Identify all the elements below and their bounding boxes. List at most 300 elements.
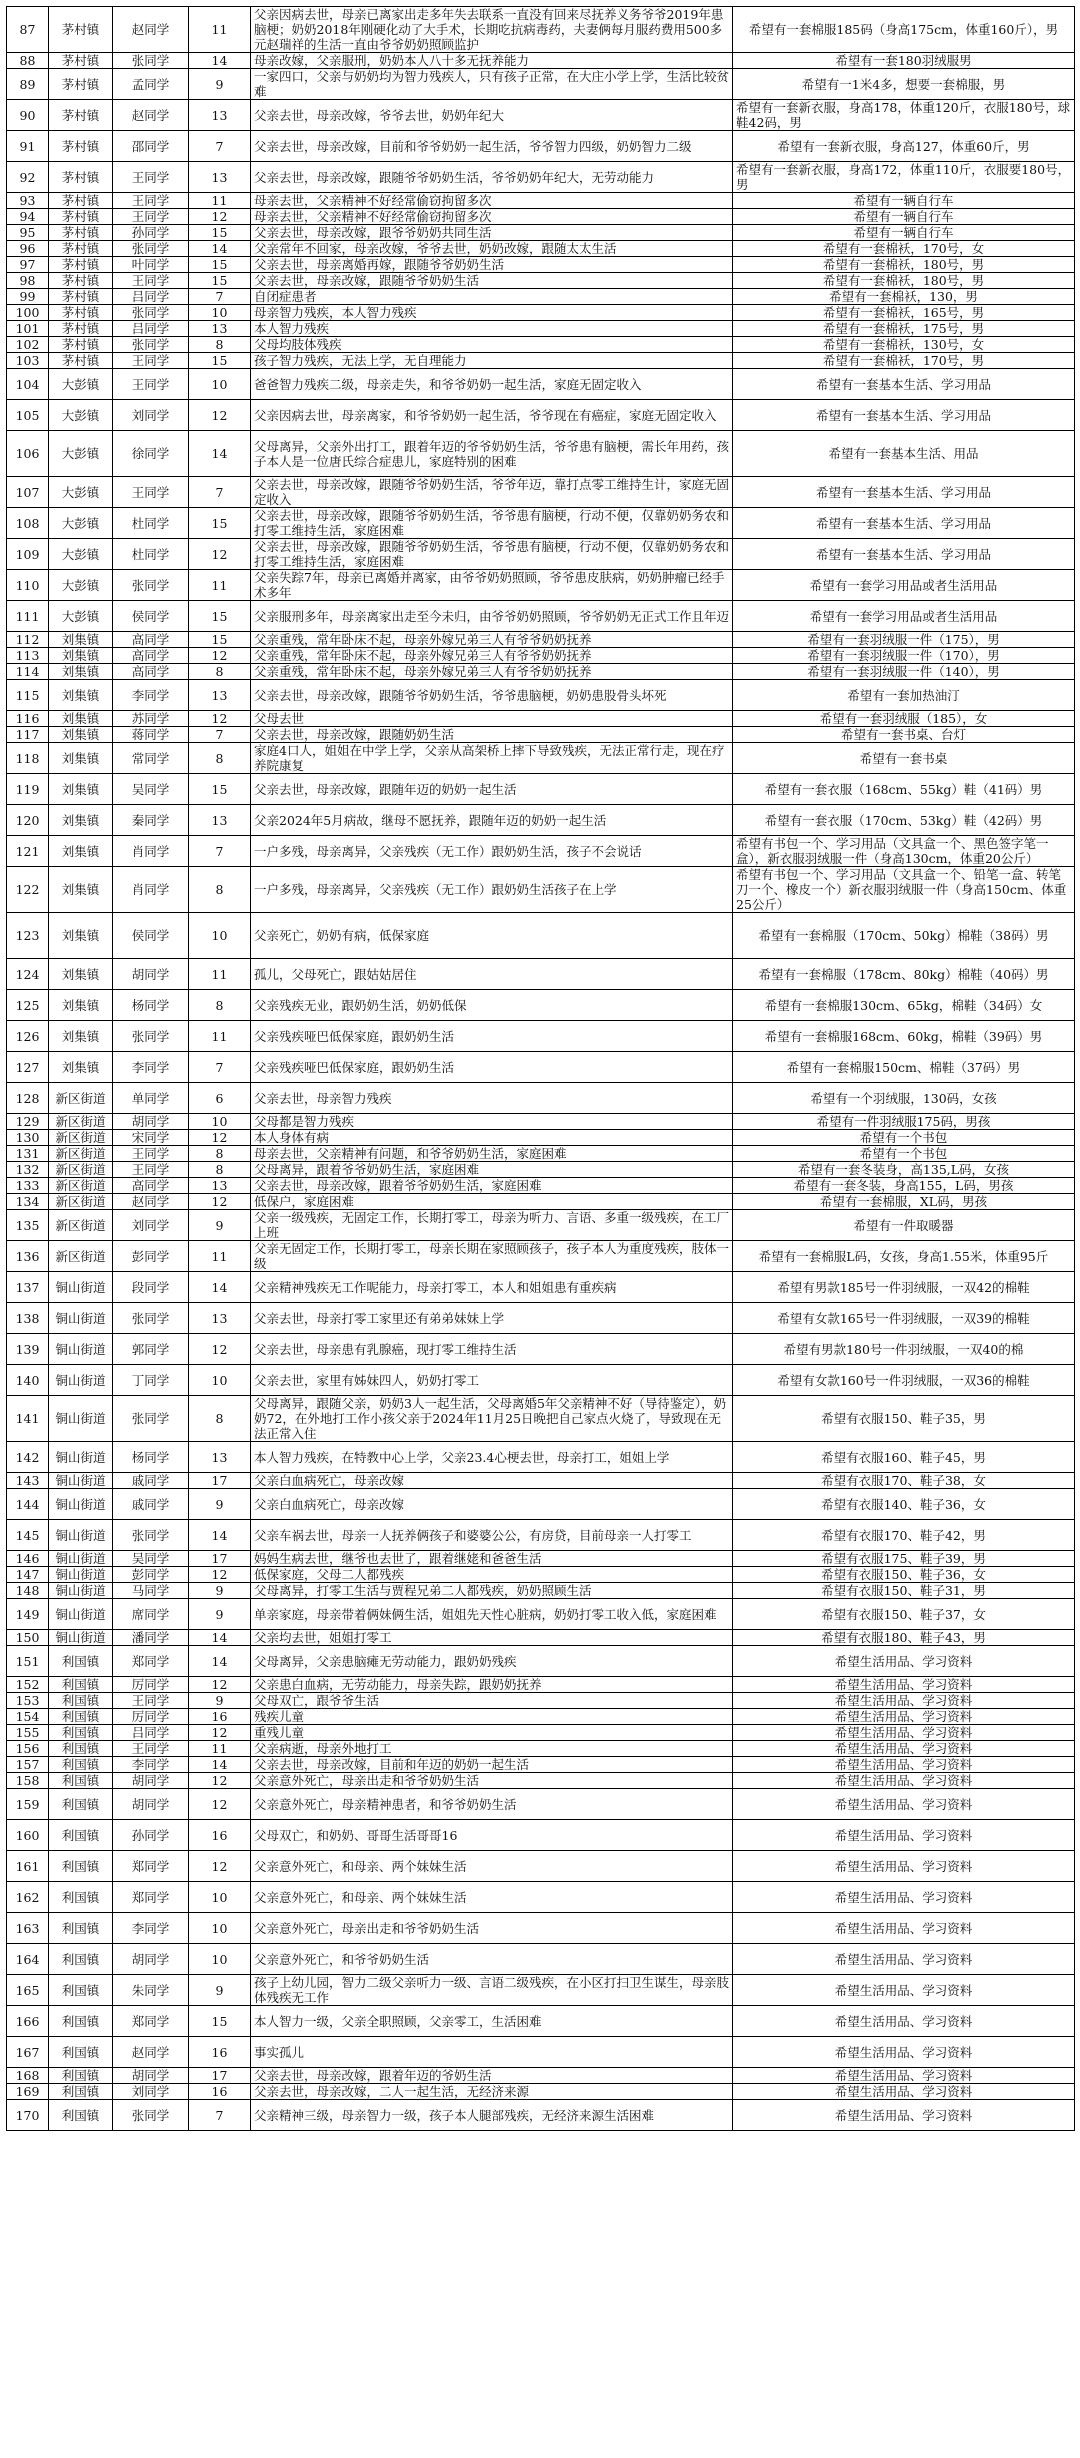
town-cell: 刘集镇	[49, 836, 113, 867]
age-cell: 13	[189, 1442, 251, 1473]
table-row	[7, 1913, 1075, 1944]
age-cell: 7	[189, 477, 251, 508]
table-body	[7, 7, 1075, 2131]
family-situation-cell: 低保家庭，父母二人都残疾	[251, 1567, 733, 1583]
row-number-cell: 152	[7, 1677, 49, 1693]
town-cell: 铜山街道	[49, 1442, 113, 1473]
wish-cell: 希望有一1米4多，想要一套棉服，男	[733, 69, 1075, 100]
family-situation-cell: 父亲去世，母亲改嫁，跟随年迈的奶奶一起生活	[251, 774, 733, 805]
table-row	[7, 867, 1075, 913]
family-situation-cell: 父亲2024年5月病故，继母不愿抚养，跟随年迈的奶奶一起生活	[251, 805, 733, 836]
row-number-cell: 107	[7, 477, 49, 508]
table-row	[7, 2100, 1075, 2131]
town-cell: 刘集镇	[49, 1021, 113, 1052]
age-cell: 14	[189, 241, 251, 257]
family-situation-cell: 父亲意外死亡，和爷爷奶奶生活	[251, 1944, 733, 1975]
wish-cell: 希望有一套棉袄，180号，男	[733, 273, 1075, 289]
town-cell: 刘集镇	[49, 990, 113, 1021]
table-row	[7, 431, 1075, 477]
row-number-cell: 128	[7, 1083, 49, 1114]
student-name-cell: 吕同学	[113, 289, 189, 305]
table-row	[7, 1489, 1075, 1520]
row-number-cell: 165	[7, 1975, 49, 2006]
table-row	[7, 273, 1075, 289]
row-number-cell: 109	[7, 539, 49, 570]
town-cell: 铜山街道	[49, 1583, 113, 1599]
age-cell: 14	[189, 1757, 251, 1773]
town-cell: 大彭镇	[49, 570, 113, 601]
student-name-cell: 邵同学	[113, 131, 189, 162]
town-cell: 茅村镇	[49, 209, 113, 225]
age-cell: 11	[189, 7, 251, 53]
age-cell: 14	[189, 1520, 251, 1551]
family-situation-cell: 父亲去世，母亲改嫁，跟着年迈的爷奶生活	[251, 2068, 733, 2084]
row-number-cell: 133	[7, 1178, 49, 1194]
wish-cell: 希望有一套180羽绒服男	[733, 53, 1075, 69]
family-situation-cell: 父亲去世，母亲改嫁，跟随爷爷奶奶生活，爷爷年迈，靠打点零工维持生计，家庭无固定收入	[251, 477, 733, 508]
student-name-cell: 胡同学	[113, 959, 189, 990]
student-name-cell: 郑同学	[113, 1851, 189, 1882]
family-situation-cell: 父亲失踪7年，母亲已离婚并离家，由爷爷奶奶照顾，爷爷患皮肤病，奶奶肿瘤已经手术多年	[251, 570, 733, 601]
table-row	[7, 131, 1075, 162]
row-number-cell: 155	[7, 1725, 49, 1741]
family-situation-cell: 一家四口，父亲与奶奶均为智力残疾人，只有孩子正常，在大庄小学上学，生活比较贫难	[251, 69, 733, 100]
town-cell: 大彭镇	[49, 400, 113, 431]
table-row	[7, 1334, 1075, 1365]
table-row	[7, 743, 1075, 774]
family-situation-cell: 父亲重残，常年卧床不起，母亲外嫁兄弟三人有爷爷奶奶抚养	[251, 648, 733, 664]
town-cell: 茅村镇	[49, 241, 113, 257]
wish-cell: 希望有一套衣服（170cm、53kg）鞋（42码）男	[733, 805, 1075, 836]
table-row	[7, 1303, 1075, 1334]
town-cell: 茅村镇	[49, 69, 113, 100]
row-number-cell: 160	[7, 1820, 49, 1851]
town-cell: 铜山街道	[49, 1599, 113, 1630]
student-name-cell: 李同学	[113, 1757, 189, 1773]
table-row	[7, 601, 1075, 632]
table-row	[7, 1272, 1075, 1303]
student-name-cell: 王同学	[113, 209, 189, 225]
table-row	[7, 648, 1075, 664]
student-name-cell: 李同学	[113, 1913, 189, 1944]
row-number-cell: 112	[7, 632, 49, 648]
age-cell: 10	[189, 369, 251, 400]
student-name-cell: 杜同学	[113, 539, 189, 570]
student-name-cell: 厉同学	[113, 1709, 189, 1725]
row-number-cell: 136	[7, 1241, 49, 1272]
age-cell: 16	[189, 2037, 251, 2068]
wish-cell: 希望生活用品、学习资料	[733, 1741, 1075, 1757]
table-row	[7, 1520, 1075, 1551]
student-name-cell: 戚同学	[113, 1489, 189, 1520]
family-situation-cell: 父亲去世，母亲改嫁，目前和年迈的奶奶一起生活	[251, 1757, 733, 1773]
family-situation-cell: 父亲一级残疾，无固定工作，长期打零工，母亲为听力、言语、多重一级残疾，在工厂上班	[251, 1210, 733, 1241]
age-cell: 7	[189, 1052, 251, 1083]
table-row	[7, 1773, 1075, 1789]
student-name-cell: 孟同学	[113, 69, 189, 100]
town-cell: 利国镇	[49, 1913, 113, 1944]
student-name-cell: 李同学	[113, 680, 189, 711]
family-situation-cell: 父亲均去世，姐姐打零工	[251, 1630, 733, 1646]
table-row	[7, 1396, 1075, 1442]
family-situation-cell: 父母双亡，和奶奶、哥哥生活哥哥16	[251, 1820, 733, 1851]
table-row	[7, 508, 1075, 539]
family-situation-cell: 父亲去世，母亲患有乳腺癌，现打零工维持生活	[251, 1334, 733, 1365]
age-cell: 13	[189, 162, 251, 193]
town-cell: 刘集镇	[49, 959, 113, 990]
town-cell: 新区街道	[49, 1194, 113, 1210]
town-cell: 利国镇	[49, 1725, 113, 1741]
table-row	[7, 1851, 1075, 1882]
age-cell: 10	[189, 1365, 251, 1396]
student-name-cell: 刘同学	[113, 2084, 189, 2100]
family-situation-cell: 父亲白血病死亡，母亲改嫁	[251, 1489, 733, 1520]
row-number-cell: 123	[7, 913, 49, 959]
town-cell: 铜山街道	[49, 1551, 113, 1567]
family-situation-cell: 父亲去世，母亲改嫁，目前和爷爷奶奶一起生活，爷爷智力四级，奶奶智力二级	[251, 131, 733, 162]
age-cell: 12	[189, 1130, 251, 1146]
wish-cell: 希望有女款160号一件羽绒服，一双36的棉鞋	[733, 1365, 1075, 1396]
row-number-cell: 161	[7, 1851, 49, 1882]
row-number-cell: 108	[7, 508, 49, 539]
student-name-cell: 胡同学	[113, 2068, 189, 2084]
wish-cell: 希望有衣服170、鞋子42，男	[733, 1520, 1075, 1551]
family-situation-cell: 父亲去世，母亲改嫁，跟随奶奶生活	[251, 727, 733, 743]
table-row	[7, 289, 1075, 305]
student-name-cell: 吴同学	[113, 1551, 189, 1567]
family-situation-cell: 父母都是智力残疾	[251, 1114, 733, 1130]
family-situation-cell: 母亲去世，父亲精神有问题，和爷爷奶奶生活，家庭困难	[251, 1146, 733, 1162]
town-cell: 刘集镇	[49, 743, 113, 774]
row-number-cell: 138	[7, 1303, 49, 1334]
town-cell: 铜山街道	[49, 1303, 113, 1334]
age-cell: 8	[189, 867, 251, 913]
age-cell: 10	[189, 913, 251, 959]
row-number-cell: 159	[7, 1789, 49, 1820]
row-number-cell: 99	[7, 289, 49, 305]
table-row	[7, 1194, 1075, 1210]
family-situation-cell: 父亲意外死亡，母亲出走和爷爷奶奶生活	[251, 1773, 733, 1789]
table-row	[7, 539, 1075, 570]
wish-cell: 希望生活用品、学习资料	[733, 1820, 1075, 1851]
town-cell: 铜山街道	[49, 1334, 113, 1365]
table-row	[7, 1162, 1075, 1178]
wish-cell: 希望有一套棉服（178cm、80kg）棉鞋（40码）男	[733, 959, 1075, 990]
student-name-cell: 赵同学	[113, 1194, 189, 1210]
table-row	[7, 1789, 1075, 1820]
table-row	[7, 913, 1075, 959]
family-situation-cell: 父亲残疾无业，跟奶奶生活，奶奶低保	[251, 990, 733, 1021]
age-cell: 16	[189, 1709, 251, 1725]
age-cell: 8	[189, 990, 251, 1021]
family-situation-cell: 父亲去世，母亲改嫁，跟随爷爷奶奶生活，爷爷患脑梗，奶奶患股骨头坏死	[251, 680, 733, 711]
wish-cell: 希望生活用品、学习资料	[733, 2100, 1075, 2131]
wish-cell: 希望有一套棉袄，165号，男	[733, 305, 1075, 321]
wish-cell: 希望有一套羽绒服一件（175），男	[733, 632, 1075, 648]
wish-cell: 希望有一套棉袄，130，男	[733, 289, 1075, 305]
row-number-cell: 134	[7, 1194, 49, 1210]
row-number-cell: 148	[7, 1583, 49, 1599]
row-number-cell: 100	[7, 305, 49, 321]
student-name-cell: 胡同学	[113, 1789, 189, 1820]
row-number-cell: 97	[7, 257, 49, 273]
table-row	[7, 1975, 1075, 2006]
town-cell: 利国镇	[49, 2100, 113, 2131]
row-number-cell: 121	[7, 836, 49, 867]
town-cell: 利国镇	[49, 1851, 113, 1882]
student-name-cell: 胡同学	[113, 1944, 189, 1975]
row-number-cell: 145	[7, 1520, 49, 1551]
student-name-cell: 赵同学	[113, 7, 189, 53]
town-cell: 铜山街道	[49, 1520, 113, 1551]
table-row	[7, 1741, 1075, 1757]
row-number-cell: 150	[7, 1630, 49, 1646]
family-situation-cell: 父亲去世，母亲智力残疾	[251, 1083, 733, 1114]
table-row	[7, 1178, 1075, 1194]
town-cell: 刘集镇	[49, 913, 113, 959]
row-number-cell: 146	[7, 1551, 49, 1567]
wish-cell: 希望生活用品、学习资料	[733, 1646, 1075, 1677]
row-number-cell: 157	[7, 1757, 49, 1773]
wish-cell: 希望有衣服150、鞋子31，男	[733, 1583, 1075, 1599]
row-number-cell: 101	[7, 321, 49, 337]
student-name-cell: 张同学	[113, 2100, 189, 2131]
age-cell: 15	[189, 508, 251, 539]
town-cell: 利国镇	[49, 2006, 113, 2037]
age-cell: 12	[189, 1677, 251, 1693]
town-cell: 刘集镇	[49, 711, 113, 727]
student-name-cell: 高同学	[113, 648, 189, 664]
row-number-cell: 156	[7, 1741, 49, 1757]
family-situation-cell: 父亲死亡，奶奶有病，低保家庭	[251, 913, 733, 959]
age-cell: 15	[189, 353, 251, 369]
family-situation-cell: 低保户，家庭困难	[251, 1194, 733, 1210]
town-cell: 茅村镇	[49, 305, 113, 321]
town-cell: 利国镇	[49, 1709, 113, 1725]
table-row	[7, 69, 1075, 100]
town-cell: 茅村镇	[49, 100, 113, 131]
town-cell: 茅村镇	[49, 337, 113, 353]
student-name-cell: 王同学	[113, 1693, 189, 1709]
wish-cell: 希望有一套衣服（168cm、55kg）鞋（41码）男	[733, 774, 1075, 805]
wish-cell: 希望有一辆自行车	[733, 209, 1075, 225]
table-row	[7, 209, 1075, 225]
table-row	[7, 1820, 1075, 1851]
row-number-cell: 141	[7, 1396, 49, 1442]
family-situation-cell: 父亲病逝，母亲外地打工	[251, 1741, 733, 1757]
student-name-cell: 高同学	[113, 1178, 189, 1194]
age-cell: 12	[189, 1725, 251, 1741]
row-number-cell: 170	[7, 2100, 49, 2131]
student-name-cell: 张同学	[113, 337, 189, 353]
row-number-cell: 104	[7, 369, 49, 400]
town-cell: 新区街道	[49, 1083, 113, 1114]
student-name-cell: 李同学	[113, 1052, 189, 1083]
age-cell: 14	[189, 431, 251, 477]
town-cell: 新区街道	[49, 1146, 113, 1162]
town-cell: 刘集镇	[49, 632, 113, 648]
town-cell: 利国镇	[49, 2068, 113, 2084]
age-cell: 16	[189, 2084, 251, 2100]
wish-cell: 希望有一套羽绒服一件（140），男	[733, 664, 1075, 680]
family-situation-cell: 家庭4口人，姐姐在中学上学，父亲从高架桥上摔下导致残疾，无法正常行走，现在疗养院康复	[251, 743, 733, 774]
wish-cell: 希望有衣服170、鞋子38，女	[733, 1473, 1075, 1489]
wish-cell: 希望有一套棉服130cm、65kg，棉鞋（34码）女	[733, 990, 1075, 1021]
family-situation-cell: 事实孤儿	[251, 2037, 733, 2068]
age-cell: 10	[189, 1913, 251, 1944]
age-cell: 15	[189, 225, 251, 241]
student-name-cell: 郭同学	[113, 1334, 189, 1365]
table-row	[7, 53, 1075, 69]
student-name-cell: 肖同学	[113, 836, 189, 867]
student-name-cell: 郑同学	[113, 2006, 189, 2037]
family-situation-cell: 残疾儿童	[251, 1709, 733, 1725]
student-name-cell: 王同学	[113, 273, 189, 289]
table-row	[7, 162, 1075, 193]
town-cell: 大彭镇	[49, 431, 113, 477]
table-row	[7, 477, 1075, 508]
family-situation-cell: 父亲意外死亡，和母亲、两个妹妹生活	[251, 1851, 733, 1882]
family-situation-cell: 父亲重残，常年卧床不起，母亲外嫁兄弟三人有爷爷奶奶抚养	[251, 664, 733, 680]
wish-cell: 希望有衣服150、鞋子35，男	[733, 1396, 1075, 1442]
row-number-cell: 122	[7, 867, 49, 913]
row-number-cell: 118	[7, 743, 49, 774]
wish-cell: 希望有一套棉袄，170号，男	[733, 353, 1075, 369]
age-cell: 15	[189, 2006, 251, 2037]
row-number-cell: 132	[7, 1162, 49, 1178]
student-name-cell: 段同学	[113, 1272, 189, 1303]
family-situation-cell: 孤儿，父母死亡，跟姑姑居住	[251, 959, 733, 990]
wish-cell: 希望有男款185号一件羽绒服，一双42的棉鞋	[733, 1272, 1075, 1303]
age-cell: 7	[189, 2100, 251, 2131]
town-cell: 茅村镇	[49, 225, 113, 241]
row-number-cell: 140	[7, 1365, 49, 1396]
age-cell: 11	[189, 1021, 251, 1052]
student-name-cell: 王同学	[113, 477, 189, 508]
age-cell: 9	[189, 1583, 251, 1599]
row-number-cell: 126	[7, 1021, 49, 1052]
student-name-cell: 郑同学	[113, 1882, 189, 1913]
table-row	[7, 1442, 1075, 1473]
family-situation-cell: 父亲精神三级，母亲智力一级，孩子本人腿部残疾，无经济来源生活困难	[251, 2100, 733, 2131]
student-name-cell: 张同学	[113, 1303, 189, 1334]
wish-cell: 希望生活用品、学习资料	[733, 2068, 1075, 2084]
town-cell: 大彭镇	[49, 508, 113, 539]
row-number-cell: 114	[7, 664, 49, 680]
family-situation-cell: 重残儿童	[251, 1725, 733, 1741]
family-situation-cell: 父母去世	[251, 711, 733, 727]
table-row	[7, 711, 1075, 727]
age-cell: 13	[189, 805, 251, 836]
age-cell: 7	[189, 727, 251, 743]
student-name-cell: 王同学	[113, 193, 189, 209]
student-name-cell: 徐同学	[113, 431, 189, 477]
table-row	[7, 1944, 1075, 1975]
row-number-cell: 93	[7, 193, 49, 209]
table-row	[7, 1599, 1075, 1630]
student-name-cell: 马同学	[113, 1583, 189, 1599]
family-situation-cell: 父亲去世，母亲改嫁，跟随爷爷奶奶生活，爷爷患有脑梗，行动不便，仅靠奶奶务农和打零工维持生活，家庭困难	[251, 508, 733, 539]
table-row	[7, 774, 1075, 805]
town-cell: 铜山街道	[49, 1630, 113, 1646]
row-number-cell: 139	[7, 1334, 49, 1365]
table-row	[7, 1882, 1075, 1913]
student-name-cell: 张同学	[113, 305, 189, 321]
age-cell: 11	[189, 570, 251, 601]
age-cell: 15	[189, 601, 251, 632]
student-name-cell: 秦同学	[113, 805, 189, 836]
age-cell: 8	[189, 1396, 251, 1442]
table-row	[7, 1630, 1075, 1646]
wish-cell: 希望有衣服175、鞋子39，男	[733, 1551, 1075, 1567]
wish-cell: 希望生活用品、学习资料	[733, 1757, 1075, 1773]
row-number-cell: 98	[7, 273, 49, 289]
student-name-cell: 王同学	[113, 1162, 189, 1178]
family-situation-cell: 父亲服刑多年，母亲离家出走至今未归，由爷爷奶奶照顾，爷爷奶奶无正式工作且年迈	[251, 601, 733, 632]
wish-cell: 希望有衣服150、鞋子37，女	[733, 1599, 1075, 1630]
town-cell: 大彭镇	[49, 539, 113, 570]
student-name-cell: 孙同学	[113, 225, 189, 241]
wish-cell: 希望有一套基本生活、学习用品	[733, 400, 1075, 431]
age-cell: 14	[189, 1272, 251, 1303]
row-number-cell: 129	[7, 1114, 49, 1130]
town-cell: 刘集镇	[49, 648, 113, 664]
wish-cell: 希望有一套冬装，身高155，L码，男孩	[733, 1178, 1075, 1194]
student-name-cell: 郑同学	[113, 1646, 189, 1677]
student-name-cell: 王同学	[113, 1741, 189, 1757]
age-cell: 11	[189, 1741, 251, 1757]
family-situation-cell: 妈妈生病去世，继爷也去世了，跟着继姥和爸爸生活	[251, 1551, 733, 1567]
row-number-cell: 88	[7, 53, 49, 69]
age-cell: 9	[189, 1210, 251, 1241]
wish-cell: 希望有一套基本生活、用品	[733, 431, 1075, 477]
age-cell: 8	[189, 664, 251, 680]
town-cell: 刘集镇	[49, 867, 113, 913]
wish-cell: 希望生活用品、学习资料	[733, 1709, 1075, 1725]
town-cell: 茅村镇	[49, 7, 113, 53]
student-name-cell: 常同学	[113, 743, 189, 774]
age-cell: 13	[189, 1303, 251, 1334]
town-cell: 茅村镇	[49, 321, 113, 337]
table-row	[7, 400, 1075, 431]
table-row	[7, 1241, 1075, 1272]
table-row	[7, 1583, 1075, 1599]
row-number-cell: 117	[7, 727, 49, 743]
age-cell: 7	[189, 131, 251, 162]
age-cell: 9	[189, 69, 251, 100]
age-cell: 8	[189, 743, 251, 774]
age-cell: 17	[189, 1551, 251, 1567]
student-name-cell: 彭同学	[113, 1241, 189, 1272]
row-number-cell: 89	[7, 69, 49, 100]
town-cell: 刘集镇	[49, 1052, 113, 1083]
table-row	[7, 225, 1075, 241]
wish-cell: 希望生活用品、学习资料	[733, 1725, 1075, 1741]
family-situation-cell: 母亲智力残疾，本人智力残疾	[251, 305, 733, 321]
wish-cell: 希望有一辆自行车	[733, 225, 1075, 241]
row-number-cell: 130	[7, 1130, 49, 1146]
student-name-cell: 杨同学	[113, 990, 189, 1021]
row-number-cell: 90	[7, 100, 49, 131]
town-cell: 利国镇	[49, 2084, 113, 2100]
student-wish-table	[6, 6, 1075, 2131]
table-row	[7, 337, 1075, 353]
row-number-cell: 127	[7, 1052, 49, 1083]
student-name-cell: 杜同学	[113, 508, 189, 539]
age-cell: 13	[189, 680, 251, 711]
wish-cell: 希望有书包一个、学习用品（文具盒一个、黑色签字笔一盒），新衣服羽绒服一件（身高130cm，体重20公斤）	[733, 836, 1075, 867]
age-cell: 12	[189, 400, 251, 431]
